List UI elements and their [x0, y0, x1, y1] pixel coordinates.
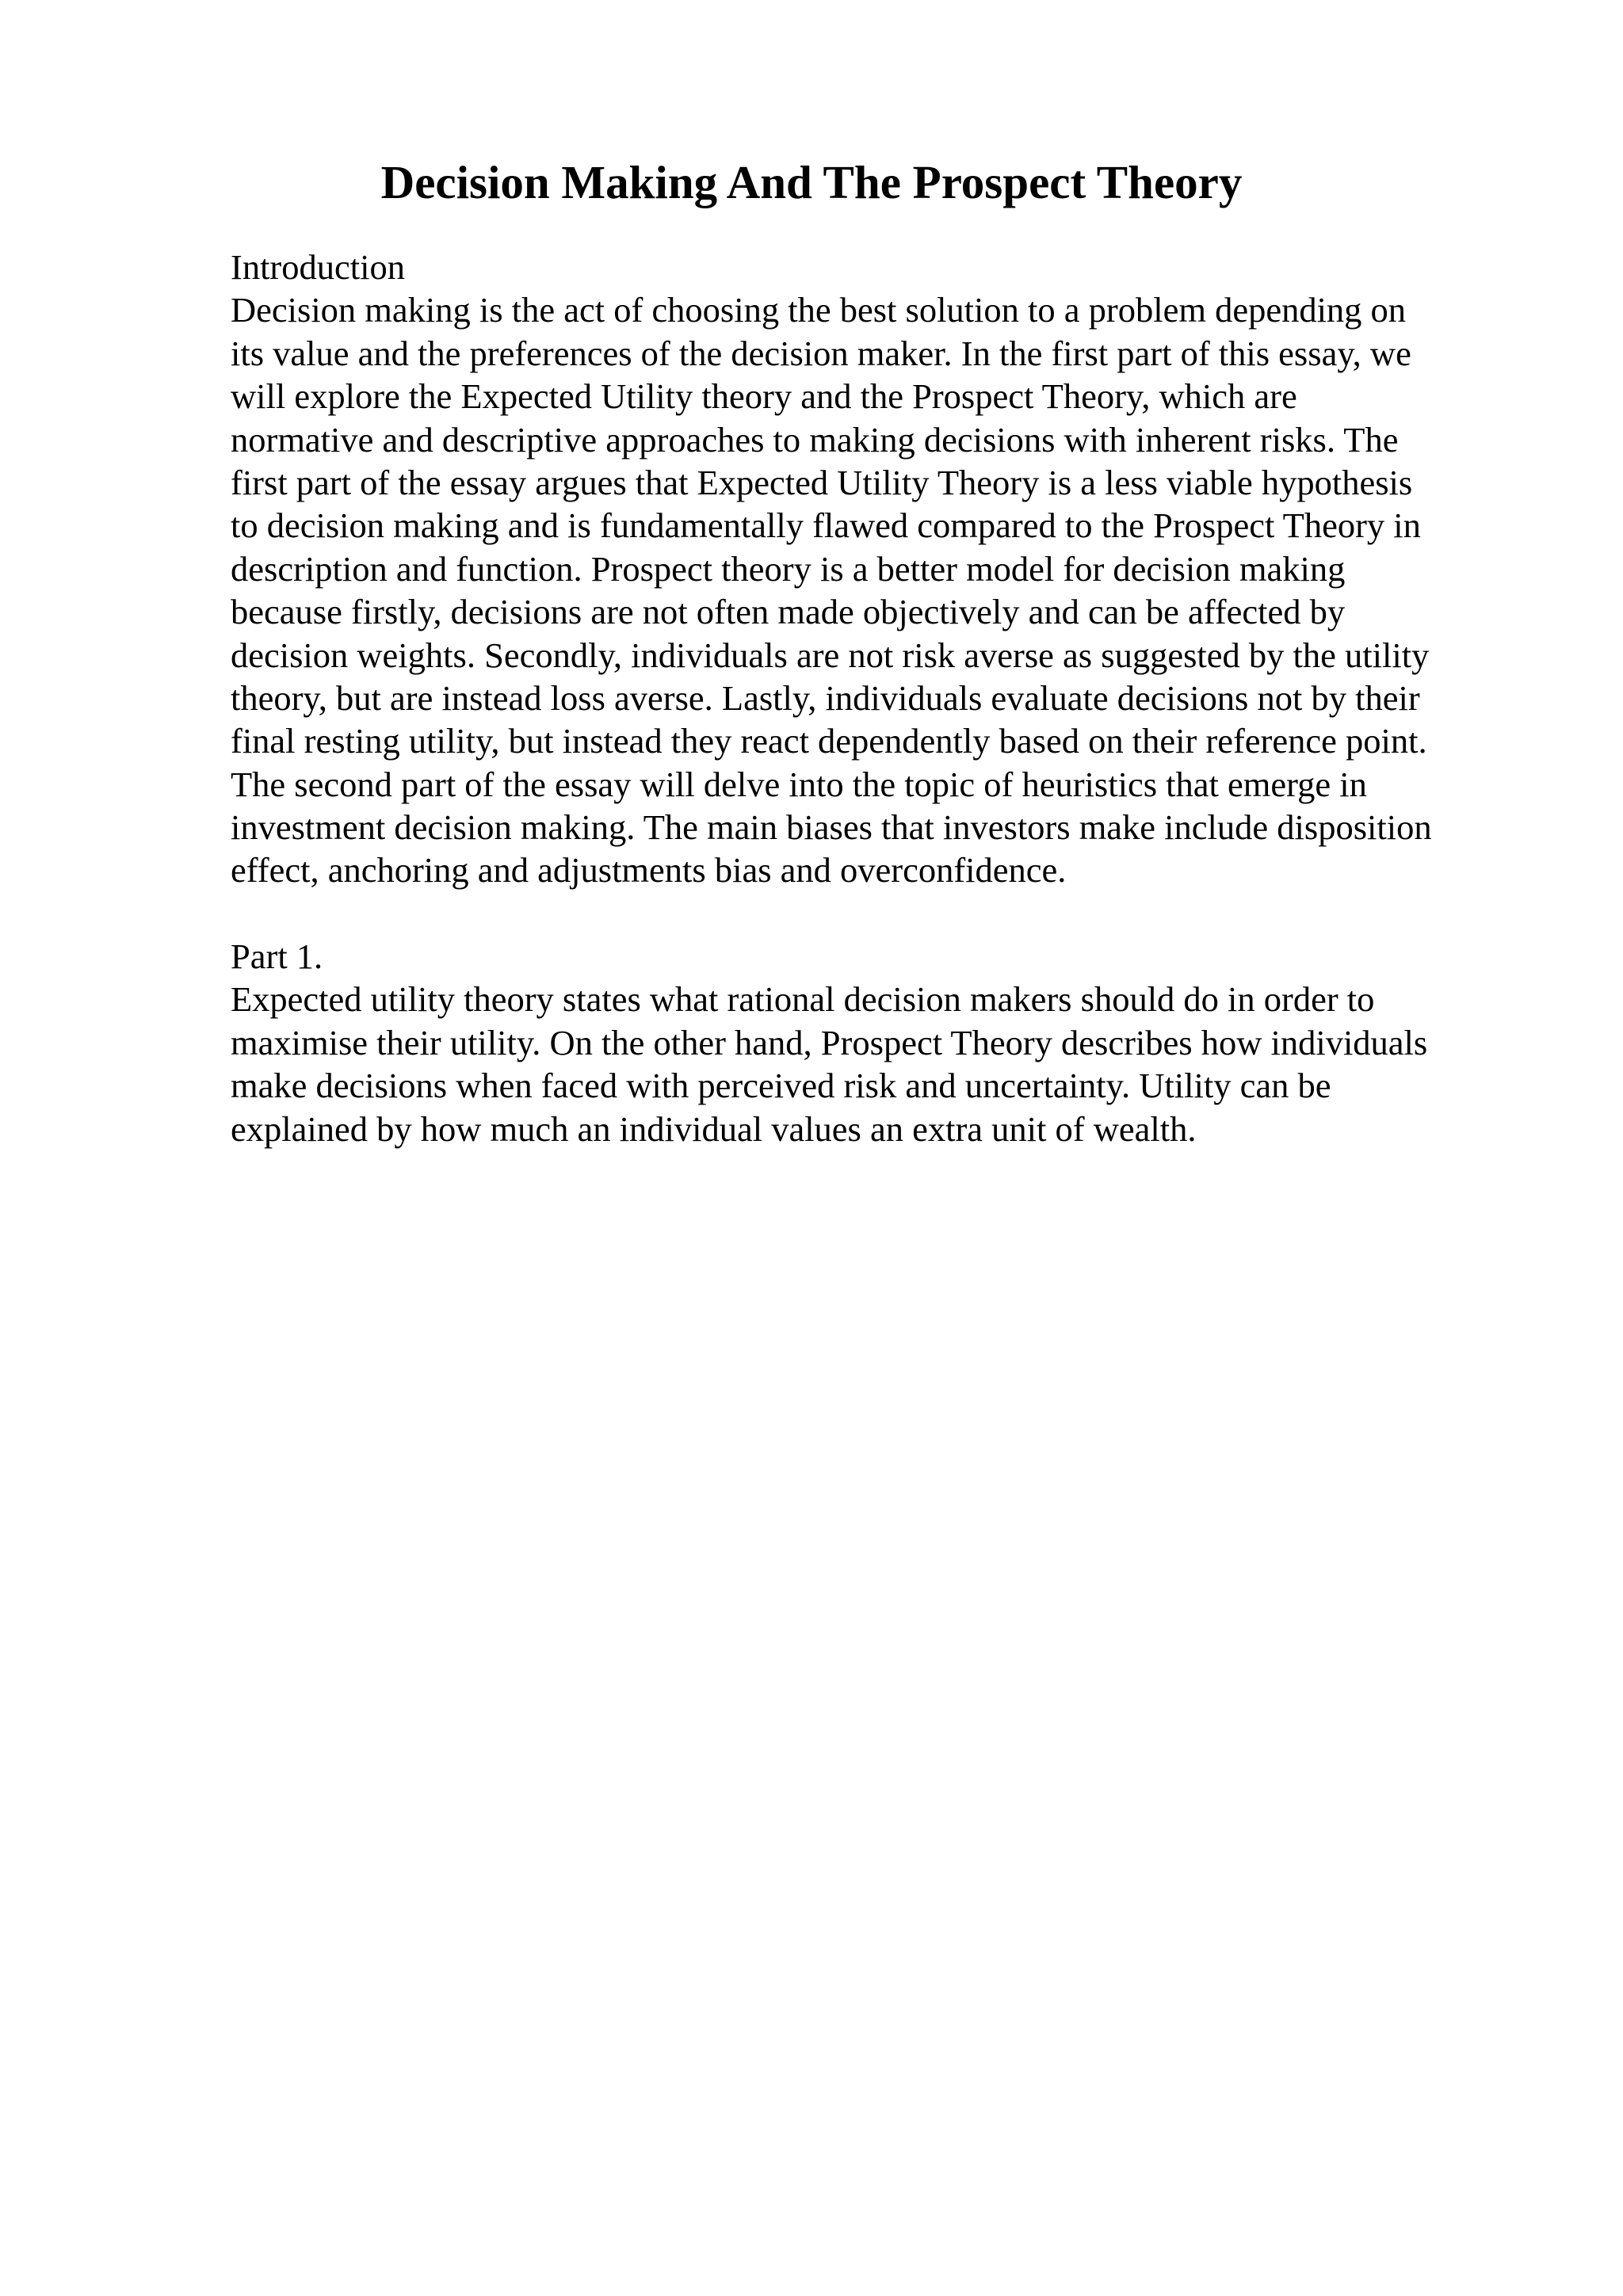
paragraph-line: because firstly, decisions are not often made objectively and can be affected by — [231, 592, 1346, 632]
paragraph-line: make decisions when faced with perceived risk and uncertainty. Utility can be — [231, 1066, 1331, 1106]
paragraph-line: normative and descriptive approaches to making decisions with inherent risks. The — [231, 419, 1399, 460]
document-title: Decision Making And The Prospect Theory — [380, 156, 1243, 208]
paragraph-line: maximise their utility. On the other hand, Prospect Theory describes how individuals — [231, 1022, 1428, 1062]
paragraph-line: Expected utility theory states what rational decision makers should do in order to — [231, 979, 1375, 1020]
paragraph-line: theory, but are instead loss averse. Lastly, individuals evaluate decisions not by their — [231, 677, 1420, 718]
paragraph-line: Decision making is the act of choosing the best solution to a problem depending on — [231, 290, 1407, 330]
paragraph-line: decision weights. Secondly, individuals are not risk averse as suggested by the utility — [231, 635, 1430, 675]
paragraph-line: final resting utility, but instead they react dependently based on their reference point. — [231, 721, 1427, 761]
paragraph-line: The second part of the essay will delve into the topic of heuristics that emerge in — [231, 764, 1367, 804]
section-part-1 — [231, 935, 1514, 1150]
section-heading: Part 1. — [231, 936, 323, 976]
paragraph-line: explained by how much an individual values an extra unit of wealth. — [231, 1108, 1197, 1149]
paragraph-line: effect, anchoring and adjustments bias and overconfidence. — [231, 850, 1067, 891]
section-introduction — [231, 246, 1514, 892]
paragraph-line: will explore the Expected Utility theory and the Prospect Theory, which are — [231, 376, 1297, 417]
section-heading: Introduction — [231, 247, 405, 287]
paragraph-line: description and function. Prospect theory is a better model for decision making — [231, 548, 1346, 589]
paragraph-line: investment decision making. The main biases that investors make include disposition — [231, 807, 1432, 848]
paragraph-line: to decision making and is fundamentally flawed compared to the Prospect Theory in — [231, 505, 1421, 546]
paragraph-line: first part of the essay argues that Expected Utility Theory is a less viable hypothesis — [231, 462, 1413, 502]
paragraph-line: its value and the preferences of the decision maker. In the first part of this essay, we — [231, 333, 1411, 373]
